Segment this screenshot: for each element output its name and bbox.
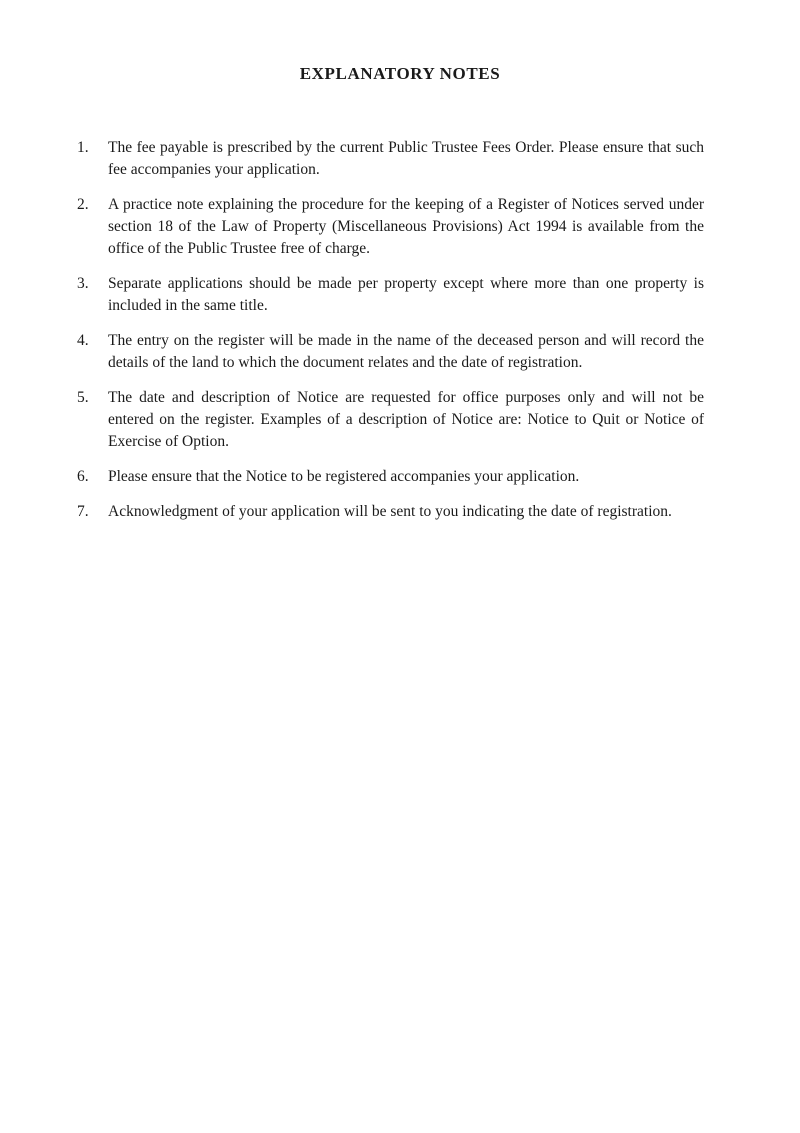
- note-text: Separate applications should be made per property except where more than one property is included in the same title.: [108, 275, 704, 314]
- note-number: 4.: [77, 332, 89, 349]
- note-text: A practice note explaining the procedure for the keeping of a Register of Notices served under section 18 of the Law of Property (Miscellaneous Provisions) Act 1994 is available from the office of the Public Trustee free of charge.: [108, 196, 704, 257]
- note-number: 5.: [77, 389, 89, 406]
- note-text: The date and description of Notice are requested for office purposes only and will not be entered on the register. Examples of a description of Notice are: Notice to Quit or Notice of Exercise of Option.: [108, 389, 704, 450]
- note-number: 1.: [77, 139, 89, 156]
- note-text: The entry on the register will be made in the name of the deceased person and will record the details of the land to which the document relates and the date of registration.: [108, 332, 704, 371]
- note-number: 7.: [77, 503, 89, 520]
- notes-list: [77, 137, 704, 536]
- note-number: 2.: [77, 196, 89, 213]
- note-item: [77, 330, 704, 374]
- note-number: 3.: [77, 275, 89, 292]
- note-text: The fee payable is prescribed by the current Public Trustee Fees Order. Please ensure that such fee accompanies your application.: [108, 139, 704, 178]
- note-text: Acknowledgment of your application will be sent to you indicating the date of registration.: [108, 503, 672, 520]
- note-item: [77, 273, 704, 317]
- note-item: [77, 501, 704, 523]
- note-text: Please ensure that the Notice to be registered accompanies your application.: [108, 468, 580, 485]
- page-title: EXPLANATORY NOTES: [299, 64, 501, 83]
- note-number: 6.: [77, 468, 89, 485]
- note-item: [77, 387, 704, 453]
- note-item: [77, 466, 704, 488]
- note-item: [77, 137, 704, 181]
- note-item: [77, 194, 704, 260]
